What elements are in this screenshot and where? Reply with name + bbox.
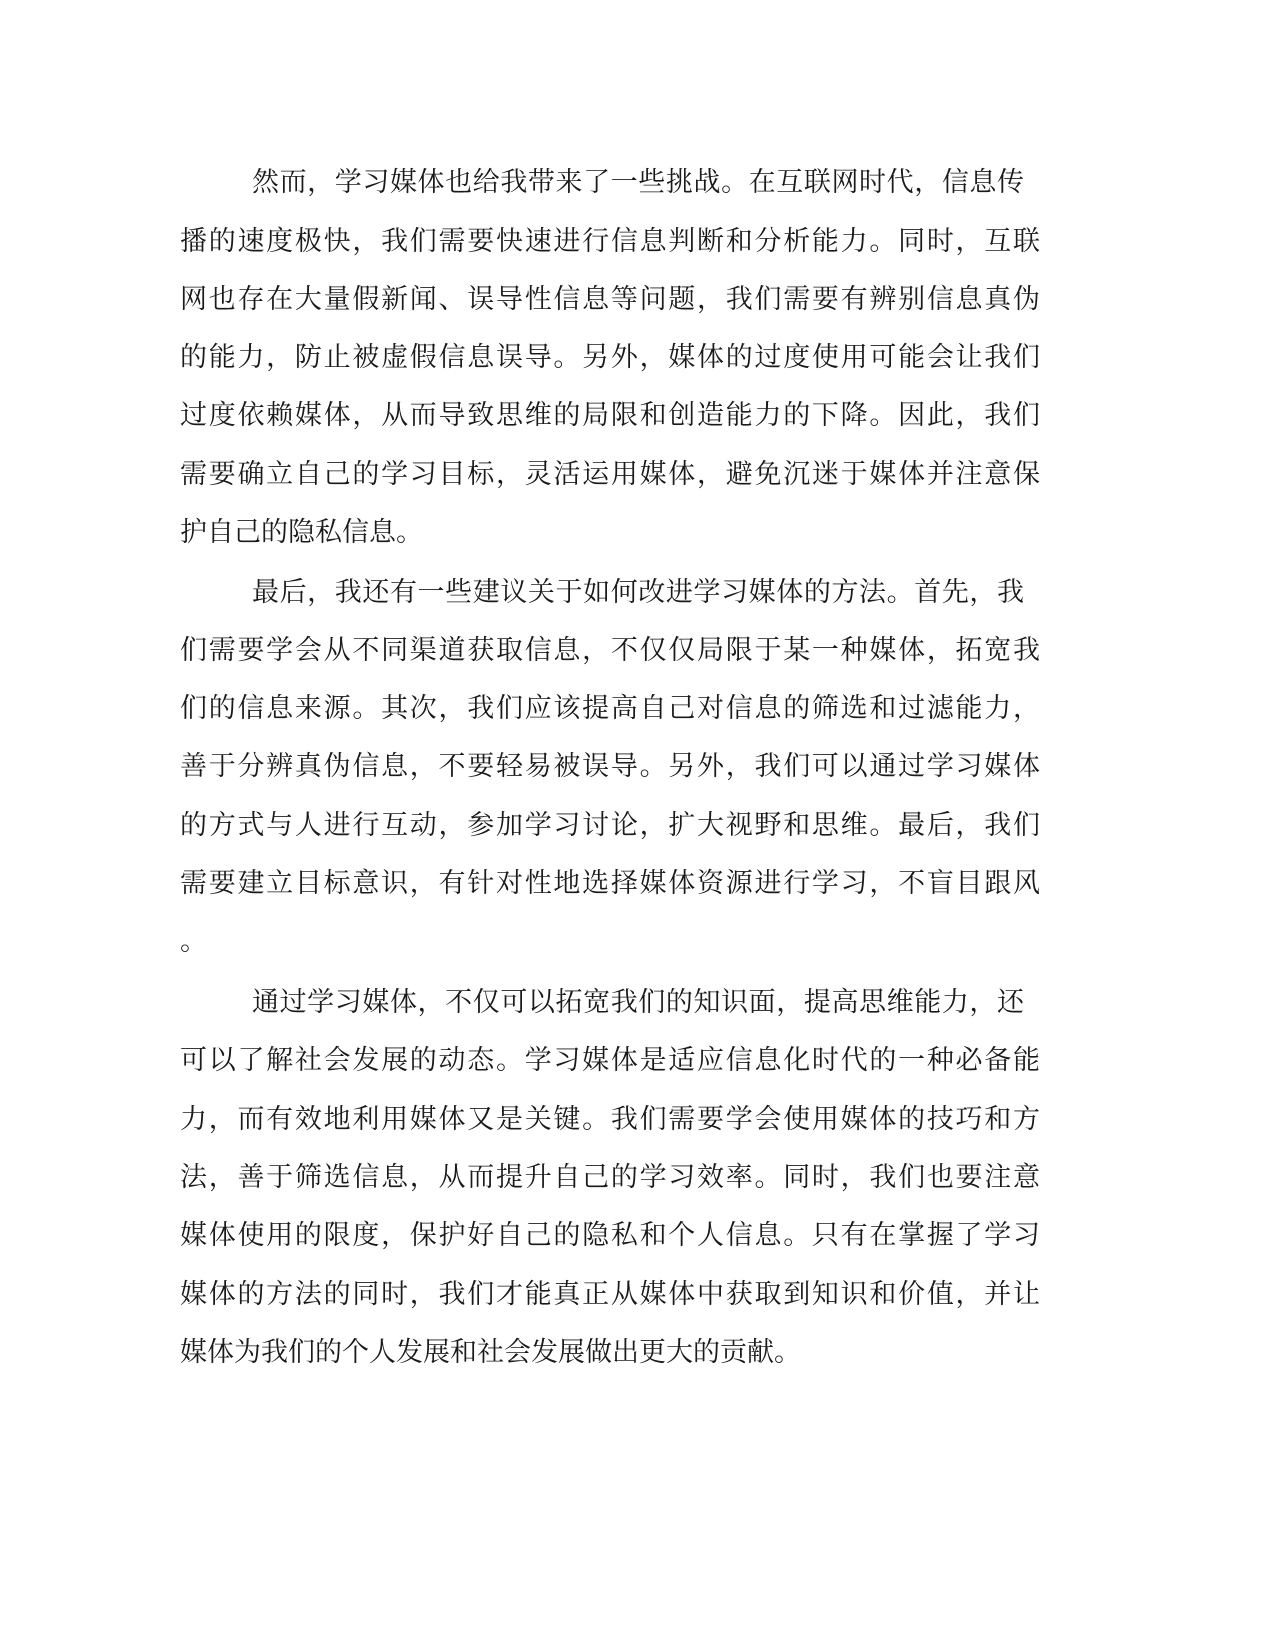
paragraph-2-line-4: 善于分辨真伪信息，不要轻易被误导。另外，我们可以通过学习媒体	[180, 751, 1040, 782]
paragraph-1-line-3: 网也存在大量假新闻、误导性信息等问题，我们需要有辨别信息真伪	[180, 284, 1040, 315]
paragraph-2-line-5: 的方式与人进行互动，参加学习讨论，扩大视野和思维。最后，我们	[180, 810, 1040, 841]
paragraph-3-line-5: 媒体使用的限度，保护好自己的隐私和个人信息。只有在掌握了学习	[180, 1220, 1040, 1251]
paragraph-3-line-1: 通过学习媒体，不仅可以拓宽我们的知识面，提高思维能力，还	[252, 987, 1024, 1018]
paragraph-1-line-4: 的能力，防止被虚假信息误导。另外，媒体的过度使用可能会让我们	[180, 342, 1040, 373]
paragraph-3-line-7: 媒体为我们的个人发展和社会发展做出更大的贡献。	[180, 1337, 801, 1368]
paragraph-1-line-7: 护自己的隐私信息。	[180, 517, 423, 548]
paragraph-2-line-1: 最后，我还有一些建议关于如何改进学习媒体的方法。首先，我	[252, 577, 1024, 608]
paragraph-1-line-6: 需要确立自己的学习目标，灵活运用媒体，避免沉迷于媒体并注意保	[180, 459, 1040, 490]
paragraph-2-line-6: 需要建立目标意识，有针对性地选择媒体资源进行学习，不盲目跟风	[180, 868, 1040, 899]
paragraph-1-line-5: 过度依赖媒体，从而导致思维的局限和创造能力的下降。因此，我们	[180, 400, 1040, 431]
paragraph-1-line-2: 播的速度极快，我们需要快速进行信息判断和分析能力。同时，互联	[180, 226, 1040, 257]
paragraph-3-line-6: 媒体的方法的同时，我们才能真正从媒体中获取到知识和价值，并让	[180, 1279, 1040, 1310]
paragraph-1-line-1: 然而，学习媒体也给我带来了一些挑战。在互联网时代，信息传	[252, 167, 1024, 198]
paragraph-3-line-2: 可以了解社会发展的动态。学习媒体是适应信息化时代的一种必备能	[180, 1045, 1040, 1076]
paragraph-2-line-3: 们的信息来源。其次，我们应该提高自己对信息的筛选和过滤能力，	[180, 693, 1040, 724]
paragraph-2-line-7: 。	[180, 926, 207, 957]
paragraph-2-line-2: 们需要学会从不同渠道获取信息，不仅仅局限于某一种媒体，拓宽我	[180, 635, 1040, 666]
paragraph-3-line-4: 法，善于筛选信息，从而提升自己的学习效率。同时，我们也要注意	[180, 1162, 1040, 1193]
paragraph-3-line-3: 力，而有效地利用媒体又是关键。我们需要学会使用媒体的技巧和方	[180, 1104, 1040, 1135]
